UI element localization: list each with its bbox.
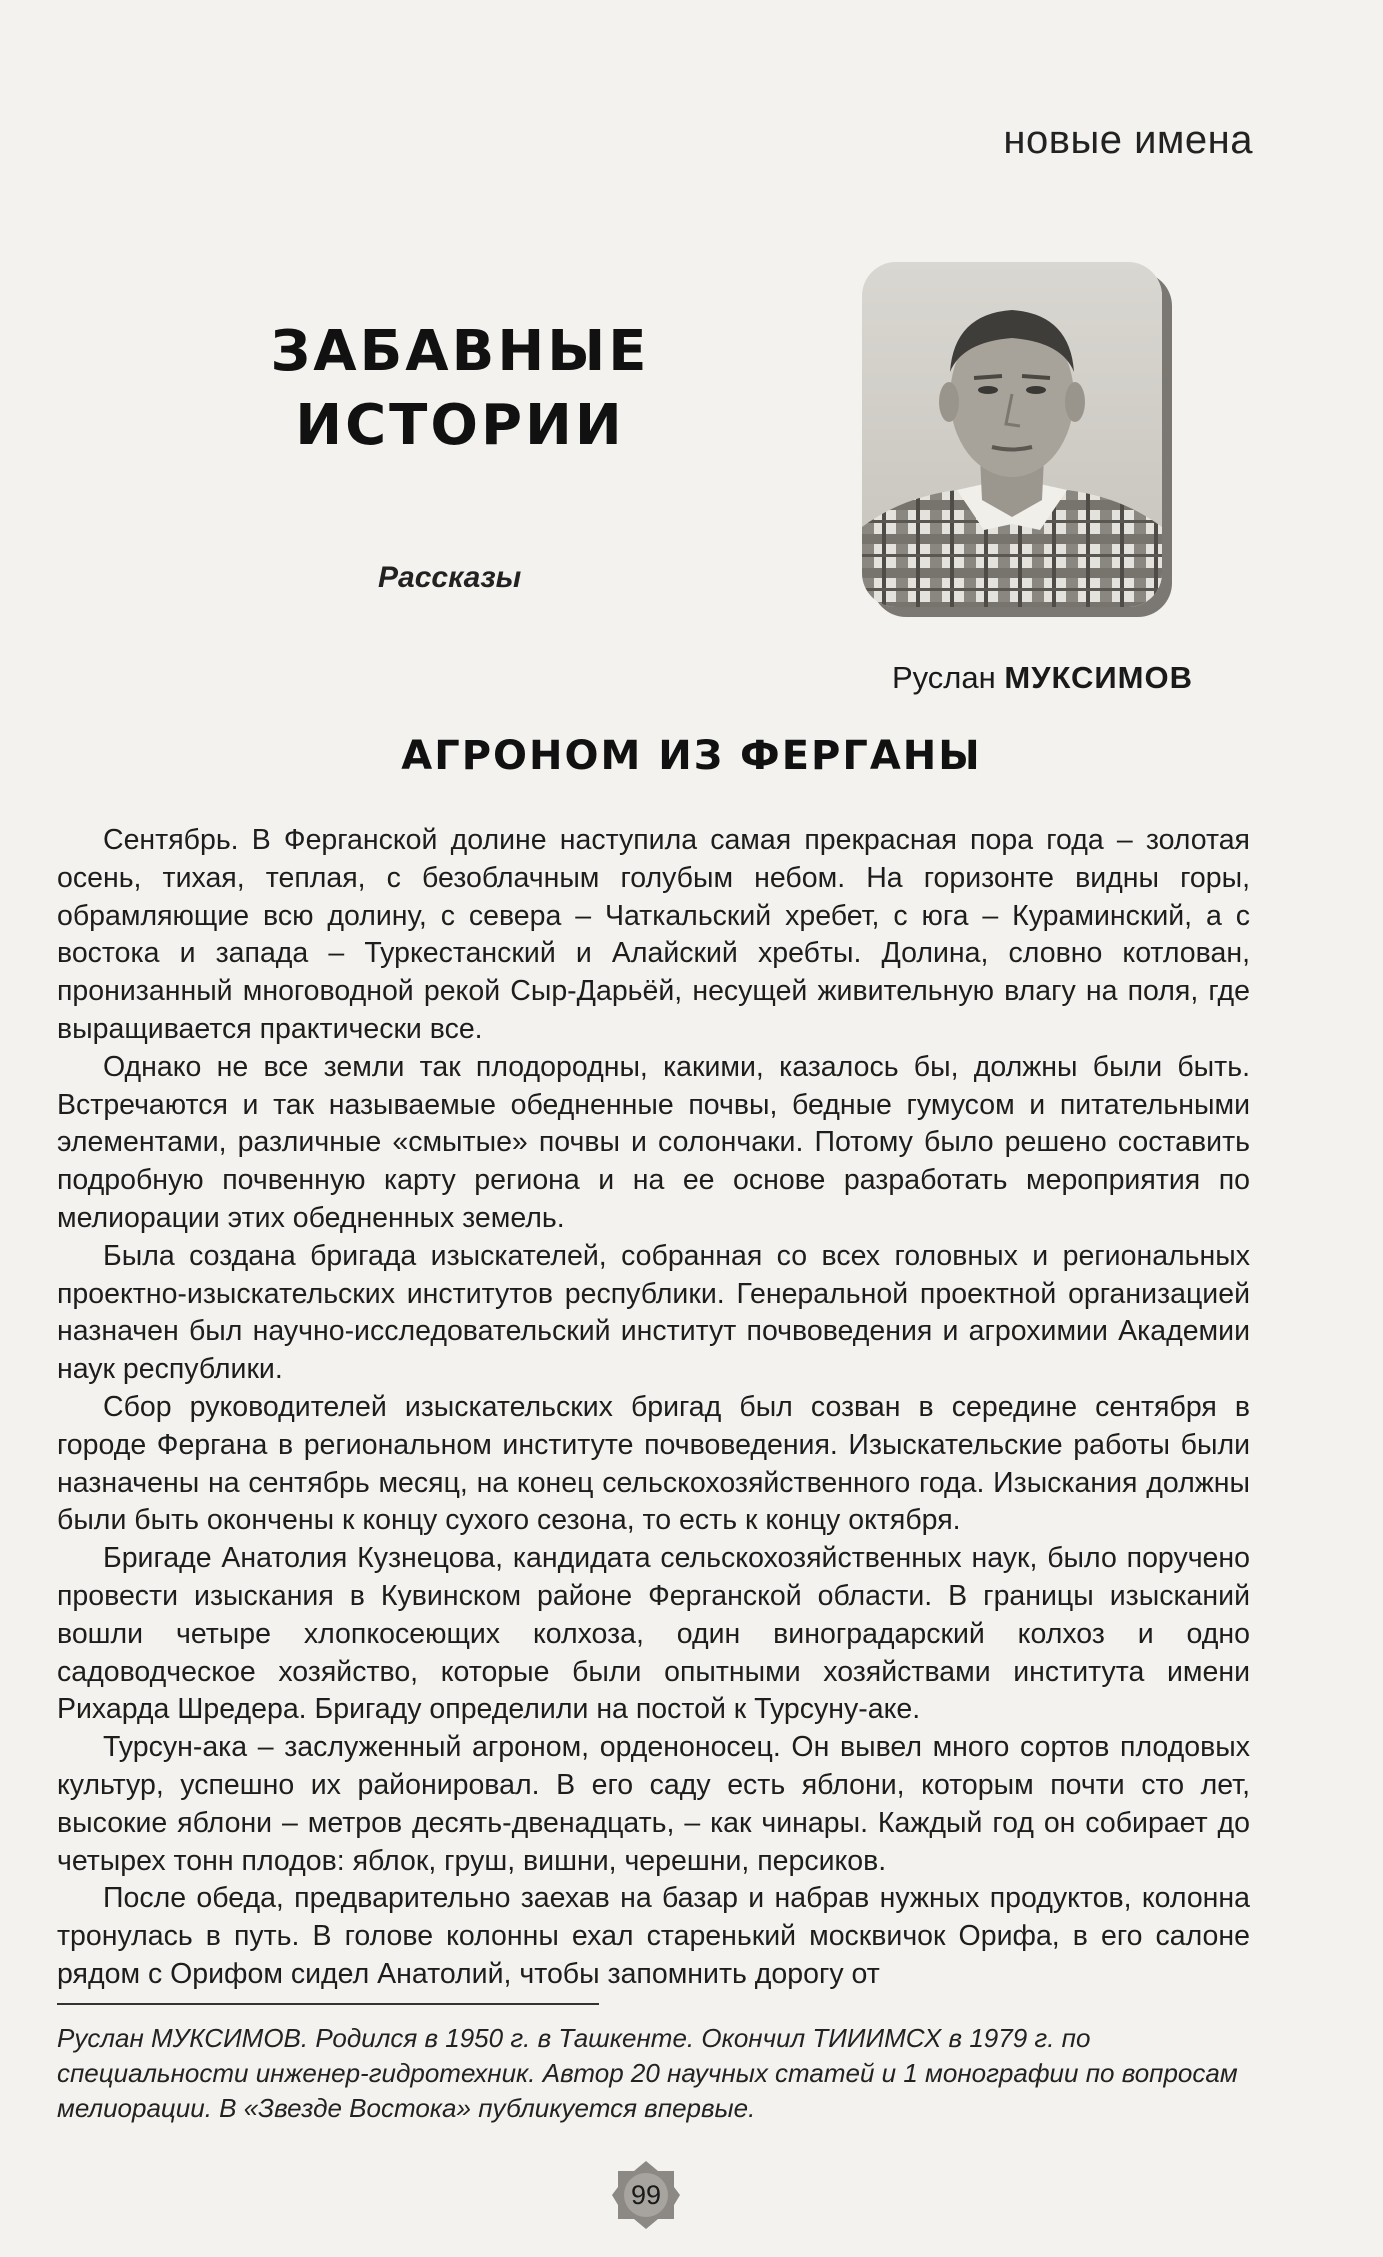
author-first-name: Руслан xyxy=(891,660,996,695)
paragraph: Сбор руководителей изыскательских бригад был созван в середине сентября в городе Фергана в региональном институте почвоведения. Изыскательские работы были назначены на сентябрь месяц, на конец сельскохозяйственного года. Изыскания должны были быть окончены к концу сухого сезона, то есть к концу октября. xyxy=(57,1390,1250,1537)
author-photo xyxy=(862,262,1162,607)
author-portrait-image xyxy=(862,262,1162,607)
paragraph: Однако не все земли так плодородны, какими, казалось бы, должны были быть. Встречаются и так называемые обедненные почвы, бедные гумусом и питательными элементами, различные «смытые» почвы и солончаки. Потому было решено составить подробную почвенную карту региона и на ее основе разработать мероприятия по мелиорации этих обедненных земель. xyxy=(57,1050,1250,1234)
footnote-text: Руслан МУКСИМОВ. Родился в 1950 г. в Ташкенте. Окончил ТИИИМСХ в 1979 г. по специальности инженер-гидротехник. Автор 20 научных статей и 1 монографии по вопросам мелиорации. В «Звезде Востока» публикуется впервые. xyxy=(57,2023,1238,2123)
section-header: новые имена xyxy=(1003,118,1253,162)
paragraph: Турсун-ака – заслуженный агроном, орденоносец. Он вывел много сортов плодовых культур, успешно их районировал. В его саду есть яблони, которым почти сто лет, высокие яблони – метров десять-двенадцать, – как чинары. Каждый год он собирает до четырех тонн плодов: яблок, груш, вишни, черешни, персиков. xyxy=(57,1731,1250,1877)
genre-subtitle: Рассказы xyxy=(378,561,522,594)
paragraph: Была создана бригада изыскателей, собранная со всех головных и региональных проектно-изыскательских институтов республики. Генеральной проектной организацией назначен был научно-исследовательский институт почвоведения и агрохимии Академии наук республики. xyxy=(57,1239,1250,1386)
author-byline xyxy=(892,660,1193,696)
paragraph: После обеда, предварительно заехав на базар и набрав нужных продуктов, колонна тронулась в путь. В голове колонны ехал старенький москвичок Орифа, в его салоне рядом с Орифом сидел Анатолий, чтобы запомнить дорогу от xyxy=(57,1882,1250,1990)
cycle-title-line-1: ЗАБАВНЫЕ xyxy=(270,319,650,384)
page-number-badge xyxy=(612,2161,680,2229)
cycle-title-line-2: ИСТОРИИ xyxy=(295,393,625,458)
paragraph: Сентябрь. В Ферганской долине наступила самая прекрасная пора года – золотая осень, тихая, теплая, с безоблачным голубым небом. На горизонте видны горы, обрамляющие всю долину, с севера – Чаткальский хребет, с юга – Кураминский, а с востока и запада – Туркестанский и Алайский хребты. Долина, словно котлован, пронизанный многоводной рекой Сыр-Дарьёй, несущей живительную влагу на поля, где выращивается практически все. xyxy=(57,824,1250,1045)
author-surname: МУКСИМОВ xyxy=(1004,660,1193,695)
cycle-title xyxy=(270,315,650,463)
story-title: АГРОНОМ ИЗ ФЕРГАНЫ xyxy=(401,733,982,779)
paragraph: Бригаде Анатолия Кузнецова, кандидата сельскохозяйственных наук, было поручено провести изыскания в Кувинском районе Ферганской области. В границы изысканий вошли четыре хлопкосеющих колхоза, один виноградарский колхоз и одно садоводческое хозяйство, которые были опытными хозяйствами института имени Рихарда Шредера. Бригаду определили на постой к Турсуну-аке. xyxy=(57,1542,1250,1726)
page-number: 99 xyxy=(630,2180,662,2210)
author-footnote xyxy=(57,2021,1250,2126)
footnote-divider xyxy=(57,2003,599,2005)
story-body xyxy=(57,822,1250,1994)
